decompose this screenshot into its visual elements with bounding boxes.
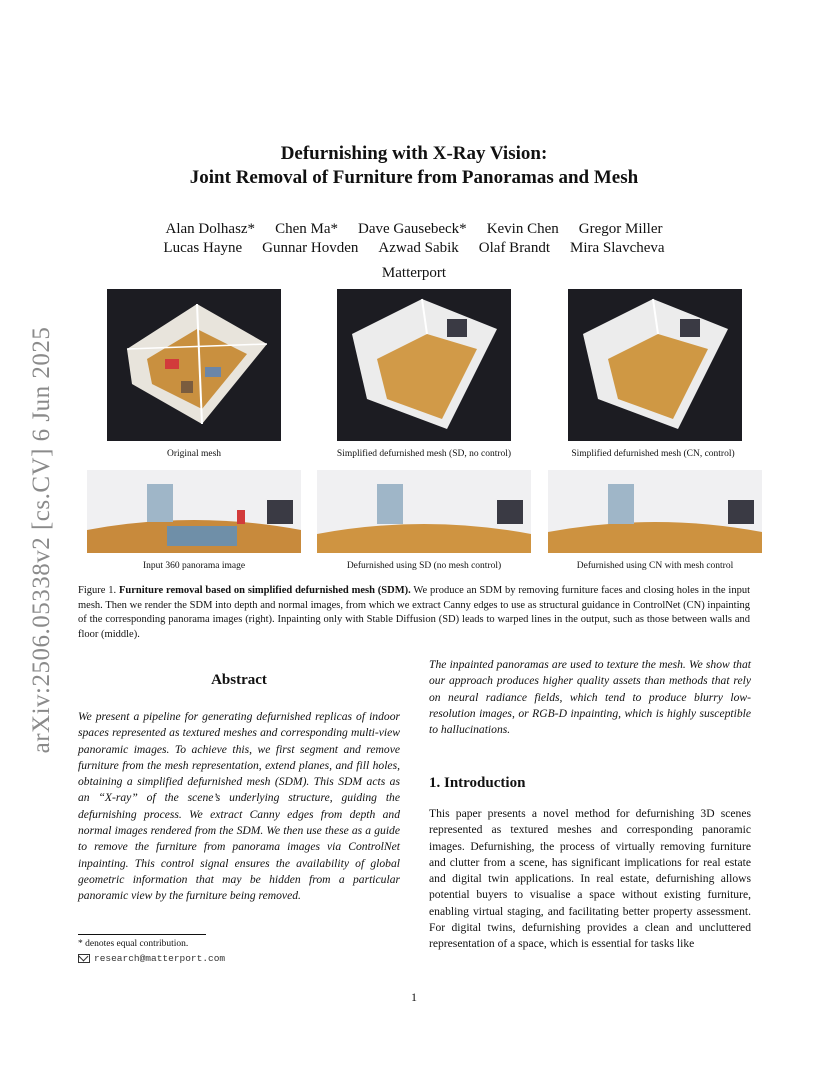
page-number: 1 [411, 990, 417, 1004]
cn-panorama-caption: Defurnished using CN with mesh control [576, 561, 734, 571]
envelope-icon [78, 954, 90, 963]
author-name: Chen Ma* [275, 221, 338, 237]
footnote-equal-contribution: * denotes equal contribution. [78, 939, 189, 949]
author-name: Gregor Miller [578, 221, 663, 237]
sd-defurnished-mesh-image [337, 289, 511, 441]
sd-defurnished-panorama-image [317, 470, 531, 553]
cn-defurnished-mesh-image [568, 289, 742, 441]
footnote-divider [78, 934, 206, 935]
abstract-text: We present a pipeline for generating defurnished replicas of indoor spaces represented as textured meshes and corresponding multi-view panoramic images. To achieve this, we first segment and remove furniture from the mesh representation, extend planes, and fill holes, obtaining a simplified defurnished mesh (SDM). This SDM acts as an “X-ray” of the scene’s underlying structure, guiding the defurnishing process. We extract Canny edges from depth and normal images rendered from the SDM. We then use these as a guide to remove the furniture from panorama images via ControlNet inpainting. This control signal ensures the availability of global geometric information that may be hidden from a particular panoramic view by the furniture being removed. [78, 710, 400, 903]
input-panorama-caption: Input 360 panorama image [142, 561, 246, 571]
paper-title-line-1: Defurnishing with X-Ray Vision: [280, 143, 548, 164]
input-panorama-image [87, 470, 301, 553]
author-name: Olaf Brandt [478, 240, 551, 256]
author-name: Kevin Chen [486, 221, 559, 237]
introduction-text: This paper presents a novel method for defurnishing 3D scenes represented as textured meshes and corresponding panoramic images. Defurnishing, the process of virtually removing furniture and clutter from a scene, has significant implications for real estate and digital twin applications. In real estate, defurnishing allows potential buyers to visualise a space without existing furniture, enabling virtual staging, and facilitating better property assessment. For digital twins, defurnishing provides a clean and uncluttered representation of a space, which is essential for tasks like [429, 807, 751, 951]
author-name: Mira Slavcheva [570, 240, 665, 256]
footnote-email [78, 953, 225, 964]
author-list-row-1 [0, 219, 828, 239]
figure-caption [78, 584, 750, 642]
abstract-heading: Abstract [211, 672, 267, 688]
author-name: Lucas Hayne [163, 240, 243, 256]
author-name: Gunnar Hovden [262, 240, 359, 256]
contact-email: research@matterport.com [94, 953, 226, 964]
sd-panorama-caption: Defurnished using SD (no mesh control) [346, 561, 502, 571]
figure-caption-title: Furniture removal based on simplified defurnished mesh (SDM). [119, 585, 411, 596]
arxiv-identifier: arXiv:2506.05338v2 [cs.CV] 6 Jun 2025 [28, 326, 55, 754]
figure-label: Figure 1. [78, 585, 117, 596]
original-mesh-image [107, 289, 281, 441]
affiliation: Matterport [381, 265, 447, 281]
figure-caption-body: We produce an SDM by removing furniture faces and closing holes in the input mesh. Then we render the SDM into depth and normal images, from which we extract Canny edges to use as structural guidance in ControlNet (CN) inpainting of the corresponding panorama images (right). Inpainting only with Stable Diffusion (SD) leads to warped lines in the output, such as those between walls and floor (middle). [78, 585, 751, 640]
introduction-heading: 1. Introduction [429, 775, 526, 791]
author-name: Azwad Sabik [378, 240, 459, 256]
author-name: Dave Gausebeck* [357, 221, 467, 237]
author-name: Alan Dolhasz* [165, 221, 256, 237]
sd-mesh-caption: Simplified defurnished mesh (SD, no control) [336, 449, 512, 459]
original-mesh-caption: Original mesh [166, 449, 222, 459]
abstract-continuation: The inpainted panoramas are used to texture the mesh. We show that our approach produces higher quality assets than methods that rely on neural radiance fields, which tend to produce blurry low-resolution images, or RGB-D inpainting, which is highly susceptible to hallucinations. [429, 658, 751, 737]
paper-title-line-2: Joint Removal of Furniture from Panoramas and Mesh [189, 167, 639, 188]
author-list-row-2 [0, 238, 828, 258]
cn-defurnished-panorama-image [548, 470, 762, 553]
cn-mesh-caption: Simplified defurnished mesh (CN, control) [571, 449, 735, 459]
